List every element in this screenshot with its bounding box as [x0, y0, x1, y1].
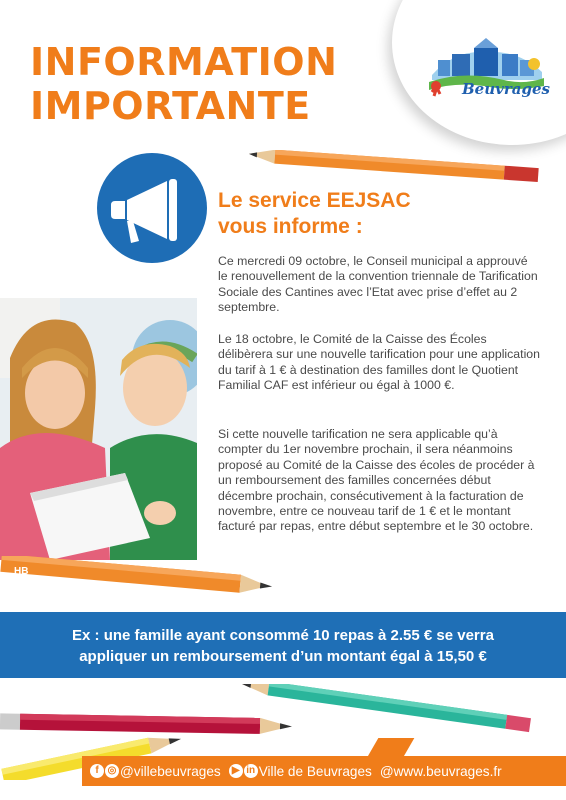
town-skyline-icon [424, 30, 549, 110]
linkedin-icon: in [244, 764, 258, 778]
service-heading [218, 188, 411, 240]
megaphone-badge [97, 153, 207, 263]
title-line-2: IMPORTANTE [30, 84, 311, 128]
facebook-handle: @villebeuvrages [120, 763, 221, 779]
town-logo [424, 30, 549, 110]
paragraph-2: Le 18 octobre, le Comité de la Caisse des Écoles délibèrera sur une nouvelle tarification pour une application du tarif à 1 € à destination des familles dont le Quotient Familial CAF est inférieur ou égal à 1000 €. [218, 332, 540, 393]
paragraph-3: Si cette nouvelle tarification ne sera applicable qu’à compter du 1er novembre prochain, il sera néanmoins proposé au Comité de la Caisse des écoles de procéder à un remboursement des familles concernées début décembre prochain, consécutivement à la facturation de novembre, entre ce nouveau tarif de 1 € et le montant facturé par repas, entre début septembre et le 30 octobre. [218, 427, 535, 534]
example-banner [0, 612, 566, 678]
banner-line-2: appliquer un remboursement d’un montant égal à 15,50 € [79, 648, 487, 665]
youtube-icon: ▶ [229, 764, 243, 778]
instagram-icon: ◎ [105, 764, 119, 778]
children-photo [0, 298, 197, 560]
facebook-instagram-link[interactable] [90, 764, 221, 779]
page-title [30, 40, 337, 128]
heading-line-2: vous informe : [218, 215, 363, 238]
logo-text: Beuvrages [462, 80, 550, 98]
heading-line-1: Le service EEJSAC [218, 189, 411, 212]
children-laptop-illustration [0, 298, 197, 560]
paragraph-1: Ce mercredi 09 octobre, le Conseil municipal a approuvé le renouvellement de la convention triennale de Tarification Sociale des Cantines avec l’Etat avec prise d’effet au 2 septembre. [218, 254, 538, 315]
footer-bar [82, 756, 566, 786]
title-line-1: INFORMATION [30, 40, 338, 84]
hb-pencil-icon [0, 556, 280, 608]
megaphone-icon [97, 153, 207, 263]
website-link[interactable]: @www.beuvrages.fr [379, 763, 502, 779]
youtube-linkedin-link[interactable] [229, 764, 372, 779]
banner-line-1: Ex : une famille ayant consommé 10 repas à 2.55 € se verra [72, 627, 494, 644]
facebook-icon: f [90, 764, 104, 778]
pencil-label: HB [14, 566, 29, 577]
youtube-linkedin-text: Ville de Beuvrages [258, 763, 372, 779]
